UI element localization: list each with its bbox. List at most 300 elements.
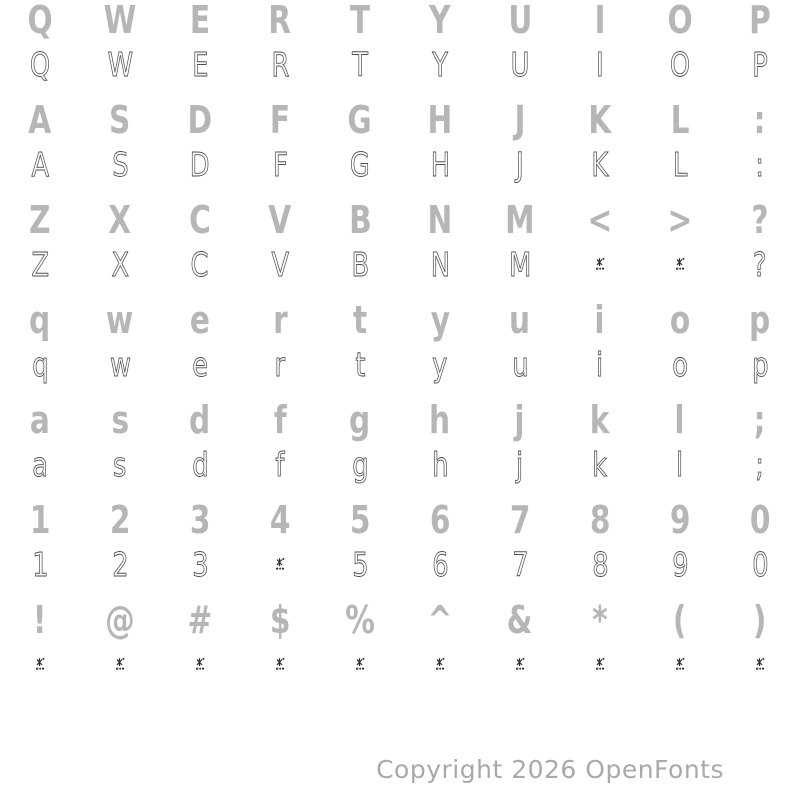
glyph-row-small-uppercase-top — [0, 40, 800, 88]
glyph-large: j — [514, 398, 526, 442]
glyph-cell — [480, 640, 560, 688]
glyph-cell — [80, 0, 160, 40]
glyph-cell — [720, 600, 800, 640]
glyph-small: G — [350, 144, 370, 184]
glyph-large: ; — [754, 398, 766, 442]
glyph-cell — [720, 40, 800, 88]
glyph-cell — [640, 540, 720, 588]
glyph-large: U — [507, 0, 533, 42]
glyph-cell — [240, 640, 320, 688]
glyph-cell — [560, 500, 640, 540]
glyph-large: k — [590, 398, 610, 442]
glyph-cell — [400, 500, 480, 540]
glyph-cell — [160, 140, 240, 188]
glyph-small: o — [672, 344, 688, 384]
glyph-cell — [400, 300, 480, 340]
glyph-small: y — [432, 344, 448, 384]
glyph-large: W — [103, 0, 137, 42]
glyph-small: E — [191, 44, 209, 84]
missing-glyph-icon — [435, 657, 445, 671]
glyph-cell — [240, 0, 320, 40]
glyph-cell — [240, 440, 320, 488]
glyph-cell — [560, 440, 640, 488]
glyph-small: P — [752, 44, 768, 84]
glyph-large: y — [430, 298, 450, 342]
glyph-large: < — [587, 198, 613, 242]
glyph-cell — [400, 540, 480, 588]
glyph-cell — [560, 300, 640, 340]
glyph-large: E — [189, 0, 211, 42]
glyph-cell — [640, 40, 720, 88]
missing-glyph-icon — [675, 257, 685, 271]
glyph-large: > — [667, 198, 693, 242]
glyph-large: 6 — [429, 498, 451, 542]
glyph-cell — [640, 200, 720, 240]
glyph-small: 3 — [191, 544, 209, 584]
glyph-cell — [0, 340, 80, 388]
glyph-small: ; — [755, 444, 765, 484]
glyph-row-large-uppercase-top — [0, 0, 800, 40]
glyph-cell — [320, 640, 400, 688]
glyph-large: & — [507, 598, 533, 642]
glyph-cell — [160, 540, 240, 588]
glyph-large: 0 — [749, 498, 771, 542]
glyph-large: M — [505, 198, 535, 242]
glyph-cell — [480, 40, 560, 88]
glyph-cell — [480, 540, 560, 588]
glyph-cell — [480, 0, 560, 40]
glyph-cell — [80, 40, 160, 88]
glyph-cell — [80, 400, 160, 440]
copyright-text: Copyright 2026 OpenFonts — [376, 755, 724, 784]
glyph-cell — [0, 540, 80, 588]
glyph-cell — [480, 100, 560, 140]
glyph-cell — [720, 240, 800, 288]
glyph-cell — [320, 600, 400, 640]
glyph-row-pair-uppercase-home — [0, 100, 800, 200]
glyph-cell — [160, 340, 240, 388]
glyph-small: D — [190, 144, 210, 184]
glyph-row-large-lowercase-top — [0, 300, 800, 340]
glyph-row-large-lowercase-home — [0, 400, 800, 440]
glyph-cell — [0, 0, 80, 40]
glyph-cell — [480, 240, 560, 288]
glyph-small: K — [591, 144, 609, 184]
glyph-large: q — [29, 298, 51, 342]
glyph-small: t — [354, 344, 366, 384]
glyph-large: H — [427, 98, 453, 142]
glyph-cell — [640, 400, 720, 440]
glyph-row-pair-lowercase-top — [0, 300, 800, 400]
glyph-large: g — [349, 398, 371, 442]
glyph-cell — [320, 440, 400, 488]
glyph-row-large-symbols — [0, 600, 800, 640]
glyph-cell — [240, 100, 320, 140]
glyph-cell — [240, 500, 320, 540]
glyph-cell — [320, 400, 400, 440]
glyph-large: 7 — [509, 498, 531, 542]
glyph-cell — [640, 600, 720, 640]
glyph-small: ? — [753, 244, 767, 284]
glyph-cell — [480, 200, 560, 240]
glyph-cell — [240, 40, 320, 88]
glyph-large: 3 — [189, 498, 211, 542]
glyph-row-large-uppercase-home — [0, 100, 800, 140]
glyph-cell — [240, 240, 320, 288]
glyph-small: u — [511, 344, 529, 384]
glyph-large: # — [187, 598, 213, 642]
glyph-large: 2 — [109, 498, 131, 542]
glyph-small: g — [351, 444, 369, 484]
glyph-row-pair-symbols — [0, 600, 800, 700]
glyph-cell — [720, 400, 800, 440]
glyph-small: J — [516, 144, 524, 184]
glyph-small: d — [191, 444, 209, 484]
glyph-cell — [320, 0, 400, 40]
glyph-large: a — [29, 398, 51, 442]
glyph-cell — [400, 40, 480, 88]
glyph-small: T — [352, 44, 368, 84]
glyph-cell — [80, 500, 160, 540]
glyph-large: : — [754, 98, 766, 142]
glyph-cell — [560, 400, 640, 440]
glyph-large: B — [348, 198, 372, 242]
glyph-cell — [0, 100, 80, 140]
glyph-small: r — [274, 344, 286, 384]
glyph-cell — [0, 500, 80, 540]
glyph-cell — [640, 100, 720, 140]
glyph-large: * — [592, 598, 608, 642]
missing-glyph-icon — [675, 657, 685, 671]
glyph-cell — [80, 200, 160, 240]
missing-glyph-icon — [595, 657, 605, 671]
glyph-row-pair-uppercase-bottom — [0, 200, 800, 300]
glyph-cell — [160, 40, 240, 88]
glyph-small: W — [107, 44, 133, 84]
glyph-large: l — [674, 398, 686, 442]
glyph-cell — [160, 500, 240, 540]
glyph-cell — [240, 600, 320, 640]
glyph-cell — [80, 640, 160, 688]
glyph-cell — [720, 340, 800, 388]
glyph-large: A — [28, 98, 52, 142]
missing-glyph-icon — [275, 657, 285, 671]
glyph-cell — [560, 100, 640, 140]
glyph-cell — [240, 200, 320, 240]
glyph-cell — [0, 300, 80, 340]
glyph-cell — [160, 200, 240, 240]
glyph-cell — [720, 640, 800, 688]
missing-glyph-icon — [275, 557, 285, 571]
glyph-cell — [0, 640, 80, 688]
glyph-cell — [640, 300, 720, 340]
glyph-cell — [640, 140, 720, 188]
glyph-large: i — [594, 298, 606, 342]
glyph-cell — [720, 200, 800, 240]
glyph-cell — [720, 300, 800, 340]
glyph-cell — [0, 440, 80, 488]
glyph-large: ( — [673, 598, 687, 642]
glyph-row-small-symbols — [0, 640, 800, 688]
glyph-cell — [240, 400, 320, 440]
glyph-large: ) — [753, 598, 767, 642]
glyph-row-large-uppercase-bottom — [0, 200, 800, 240]
glyph-cell — [400, 600, 480, 640]
glyph-large: w — [106, 298, 134, 342]
glyph-cell — [240, 540, 320, 588]
glyph-small: Y — [432, 44, 448, 84]
missing-glyph-icon — [35, 657, 45, 671]
glyph-cell — [720, 540, 800, 588]
glyph-small: q — [31, 344, 49, 384]
glyph-row-small-uppercase-bottom — [0, 240, 800, 288]
glyph-row-small-lowercase-top — [0, 340, 800, 388]
glyph-large: e — [189, 298, 211, 342]
glyph-row-pair-digits — [0, 500, 800, 600]
glyph-cell — [320, 540, 400, 588]
glyph-small: M — [508, 244, 532, 284]
glyph-cell — [240, 140, 320, 188]
glyph-cell — [160, 440, 240, 488]
glyph-small: l — [676, 444, 684, 484]
glyph-large: K — [588, 98, 612, 142]
glyph-large: 4 — [269, 498, 291, 542]
glyph-large: ? — [751, 198, 769, 242]
glyph-cell — [560, 640, 640, 688]
glyph-cell — [720, 140, 800, 188]
glyph-cell — [80, 240, 160, 288]
glyph-large: p — [749, 298, 771, 342]
glyph-cell — [80, 540, 160, 588]
glyph-large: Z — [29, 198, 51, 242]
glyph-small: R — [271, 44, 289, 84]
glyph-small: i — [596, 344, 604, 384]
glyph-cell — [720, 500, 800, 540]
glyph-small: 1 — [31, 544, 49, 584]
glyph-cell — [320, 140, 400, 188]
glyph-cell — [640, 440, 720, 488]
glyph-cell — [160, 640, 240, 688]
glyph-large: s — [111, 398, 129, 442]
glyph-small: f — [275, 444, 285, 484]
glyph-cell — [400, 100, 480, 140]
glyph-cell — [0, 40, 80, 88]
glyph-cell — [480, 440, 560, 488]
glyph-cell — [80, 140, 160, 188]
glyph-cell — [320, 500, 400, 540]
glyph-cell — [640, 640, 720, 688]
glyph-row-pair-lowercase-home — [0, 400, 800, 500]
glyph-cell — [640, 0, 720, 40]
glyph-cell — [480, 500, 560, 540]
glyph-small: O — [669, 44, 691, 84]
glyph-cell — [560, 540, 640, 588]
glyph-cell — [80, 440, 160, 488]
glyph-row-small-uppercase-home — [0, 140, 800, 188]
glyph-cell — [560, 0, 640, 40]
glyph-large: 9 — [669, 498, 691, 542]
glyph-cell — [560, 340, 640, 388]
glyph-small: 7 — [511, 544, 529, 584]
glyph-large: F — [269, 98, 291, 142]
glyph-small: j — [516, 444, 524, 484]
glyph-cell — [160, 400, 240, 440]
missing-glyph-icon — [595, 257, 605, 271]
glyph-large: t — [352, 298, 368, 342]
glyph-large: J — [514, 98, 526, 142]
glyph-cell — [720, 0, 800, 40]
glyph-cell — [160, 0, 240, 40]
glyph-large: f — [273, 398, 287, 442]
glyph-large: 8 — [589, 498, 611, 542]
glyph-large: N — [427, 198, 453, 242]
glyph-cell — [400, 240, 480, 288]
glyph-cell — [0, 140, 80, 188]
glyph-cell — [480, 300, 560, 340]
glyph-small: a — [32, 444, 48, 484]
glyph-small: X — [111, 244, 129, 284]
glyph-small: Z — [31, 244, 49, 284]
glyph-large: D — [187, 98, 213, 142]
glyph-cell — [0, 240, 80, 288]
glyph-cell — [0, 200, 80, 240]
glyph-small: 8 — [591, 544, 609, 584]
glyph-cell — [640, 340, 720, 388]
glyph-large: T — [349, 0, 371, 42]
glyph-cell — [320, 40, 400, 88]
glyph-small: : — [755, 144, 765, 184]
glyph-cell — [80, 100, 160, 140]
glyph-cell — [240, 340, 320, 388]
glyph-cell — [0, 600, 80, 640]
glyph-cell — [480, 140, 560, 188]
glyph-cell — [560, 600, 640, 640]
glyph-cell — [480, 340, 560, 388]
glyph-large: S — [109, 98, 131, 142]
glyph-small: 2 — [111, 544, 129, 584]
glyph-large: 5 — [349, 498, 371, 542]
glyph-cell — [480, 400, 560, 440]
glyph-large: Y — [429, 0, 451, 42]
glyph-small: N — [430, 244, 450, 284]
glyph-large: ^ — [427, 598, 453, 642]
glyph-large: R — [268, 0, 292, 42]
glyph-cell — [400, 0, 480, 40]
glyph-cell — [320, 240, 400, 288]
missing-glyph-icon — [195, 657, 205, 671]
glyph-large: @ — [105, 598, 135, 642]
glyph-small: 0 — [751, 544, 769, 584]
glyph-large: C — [189, 198, 211, 242]
glyph-cell — [400, 340, 480, 388]
glyph-cell — [400, 440, 480, 488]
glyph-cell — [320, 340, 400, 388]
glyph-cell — [320, 300, 400, 340]
glyph-small: U — [510, 44, 530, 84]
glyph-large: P — [749, 0, 771, 42]
glyph-cell — [560, 40, 640, 88]
glyph-large: r — [272, 298, 288, 342]
missing-glyph-icon — [115, 657, 125, 671]
glyph-small: H — [430, 144, 450, 184]
glyph-small: k — [592, 444, 608, 484]
glyph-small: I — [596, 44, 604, 84]
glyph-row-small-digits — [0, 540, 800, 588]
glyph-small: V — [271, 244, 289, 284]
glyph-small: 9 — [671, 544, 689, 584]
missing-glyph-icon — [355, 657, 365, 671]
glyph-small: 5 — [351, 544, 369, 584]
glyph-small: Q — [29, 44, 51, 84]
glyph-cell — [640, 240, 720, 288]
glyph-large: u — [509, 298, 531, 342]
missing-glyph-icon — [515, 657, 525, 671]
glyph-cell — [560, 240, 640, 288]
glyph-cell — [80, 300, 160, 340]
glyph-small: S — [111, 144, 129, 184]
glyph-cell — [160, 240, 240, 288]
glyph-row-large-digits — [0, 500, 800, 540]
glyph-cell — [480, 600, 560, 640]
glyph-row-pair-uppercase-top — [0, 0, 800, 100]
glyph-small: h — [431, 444, 449, 484]
glyph-cell — [400, 140, 480, 188]
glyph-large: I — [594, 0, 606, 42]
glyph-large: $ — [269, 598, 291, 642]
glyph-large: X — [108, 198, 132, 242]
glyph-cell — [80, 340, 160, 388]
glyph-large: h — [429, 398, 451, 442]
glyph-cell — [560, 140, 640, 188]
glyph-cell — [160, 100, 240, 140]
glyph-cell — [160, 600, 240, 640]
glyph-large: Q — [27, 0, 53, 42]
glyph-cell — [560, 200, 640, 240]
glyph-cell — [400, 640, 480, 688]
glyph-large: O — [667, 0, 693, 42]
glyph-large: G — [347, 98, 373, 142]
glyph-large: V — [268, 198, 292, 242]
glyph-small: A — [31, 144, 49, 184]
glyph-cell — [400, 400, 480, 440]
glyph-cell — [400, 200, 480, 240]
glyph-cell — [320, 200, 400, 240]
glyph-small: C — [191, 244, 209, 284]
glyph-small: s — [113, 444, 127, 484]
glyph-large: 1 — [29, 498, 51, 542]
glyph-cell — [640, 500, 720, 540]
glyph-row-small-lowercase-home — [0, 440, 800, 488]
glyph-large: ! — [33, 598, 47, 642]
glyph-small: L — [672, 144, 688, 184]
glyph-small: w — [109, 344, 131, 384]
glyph-small: F — [272, 144, 288, 184]
glyph-cell — [720, 440, 800, 488]
glyph-large: % — [345, 598, 375, 642]
glyph-small: p — [751, 344, 769, 384]
glyph-small: 6 — [431, 544, 449, 584]
glyph-cell — [160, 300, 240, 340]
glyph-large: L — [670, 98, 690, 142]
glyph-cell — [720, 100, 800, 140]
glyph-large: o — [669, 298, 691, 342]
glyph-large: d — [189, 398, 211, 442]
glyph-small: B — [351, 244, 369, 284]
glyph-cell — [320, 100, 400, 140]
glyph-cell — [80, 600, 160, 640]
glyph-cell — [240, 300, 320, 340]
glyph-cell — [0, 400, 80, 440]
